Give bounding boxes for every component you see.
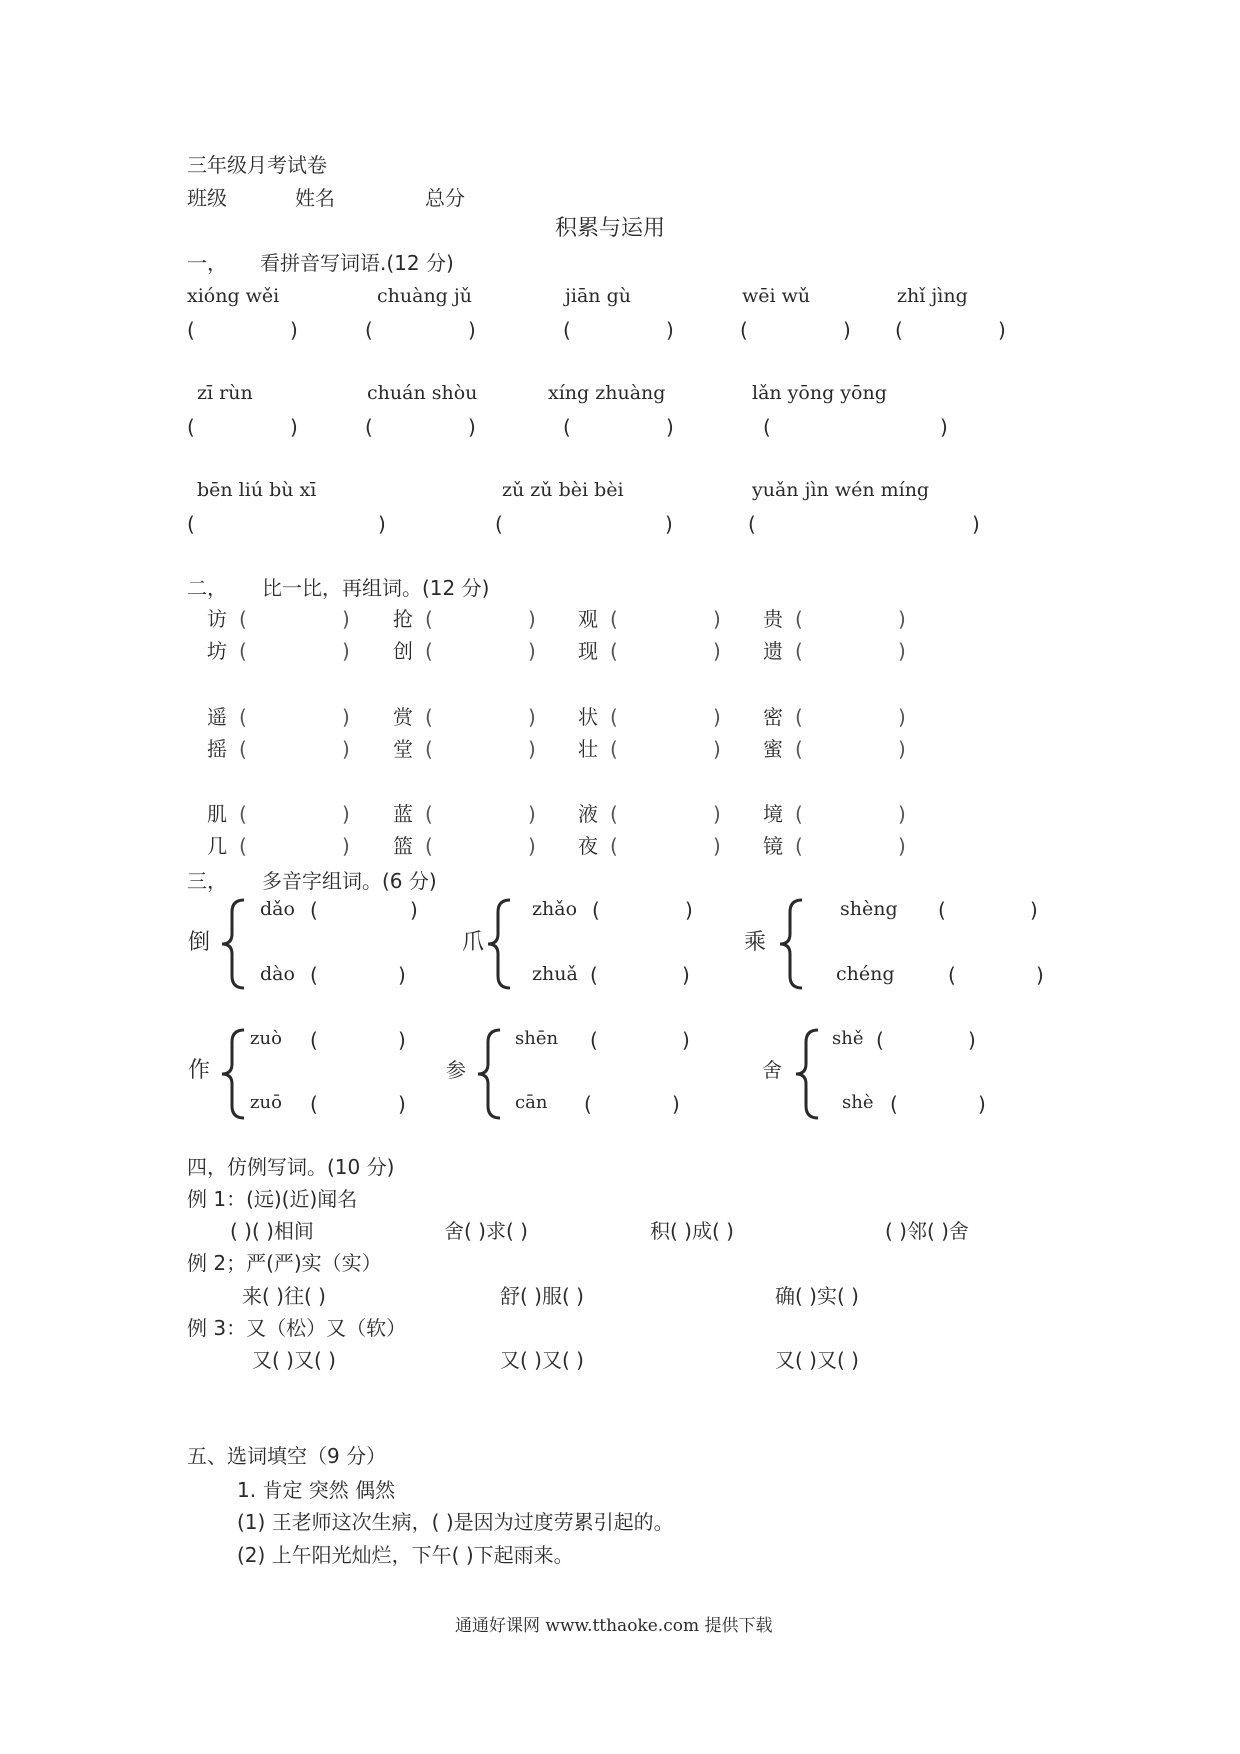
compare-char: 壮	[578, 737, 598, 761]
pinyin: lǎn yōng yōng	[752, 382, 887, 404]
answer-blank[interactable]: (	[610, 737, 618, 761]
polyphone-char: 作	[188, 1058, 211, 1083]
answer-blank[interactable]: (	[795, 639, 803, 663]
pinyin: chuán shòu	[367, 382, 478, 404]
answer-blank-end: )	[342, 705, 350, 729]
compare-char: 密	[763, 705, 783, 729]
answer-blank-end: )	[528, 802, 536, 826]
compare-char: 堂	[393, 737, 413, 761]
answer-blank[interactable]: (	[592, 898, 600, 922]
pinyin: zuō	[250, 1092, 282, 1113]
example-3: 例 3：又（松）又（软）	[187, 1316, 407, 1340]
answer-blank[interactable]: (	[890, 1092, 898, 1116]
brace-icon	[484, 898, 514, 990]
polyphone-char: 倒	[188, 930, 211, 955]
compare-char: 观	[578, 607, 598, 631]
fill-item[interactable]: ( )邻( )舍	[885, 1219, 969, 1243]
class-label: 班级	[187, 186, 227, 210]
answer-blank[interactable]: (	[795, 607, 803, 631]
pinyin: bēn liú bù xī	[197, 479, 317, 501]
answer-blank-end: )	[682, 963, 690, 987]
pinyin: zǔ zǔ bèi bèi	[502, 479, 624, 501]
answer-blank[interactable]: (	[590, 963, 598, 987]
q2-heading: 比一比，再组词。(12 分)	[262, 576, 490, 600]
answer-blank-end: )	[940, 415, 948, 439]
answer-blank[interactable]: (	[748, 512, 756, 536]
compare-char: 抢	[393, 607, 413, 631]
pinyin: cān	[515, 1092, 548, 1113]
answer-blank-end: )	[410, 898, 418, 922]
pinyin: dǎo	[260, 898, 295, 920]
word-choices: 1. 肯定 突然 偶然	[237, 1478, 396, 1502]
brace-icon	[792, 1028, 822, 1120]
compare-char: 访	[207, 607, 227, 631]
answer-blank[interactable]: (	[239, 834, 247, 858]
answer-blank-end: )	[528, 639, 536, 663]
answer-blank-end: )	[713, 705, 721, 729]
answer-blank[interactable]: (	[795, 705, 803, 729]
answer-blank-end: )	[398, 1092, 406, 1116]
answer-blank[interactable]: (	[610, 834, 618, 858]
answer-blank-end: )	[713, 737, 721, 761]
answer-blank[interactable]: (	[740, 318, 748, 342]
fill-item[interactable]: 又( )又( )	[252, 1348, 336, 1372]
answer-blank-end: )	[898, 834, 906, 858]
answer-blank[interactable]: (	[310, 1028, 318, 1052]
answer-blank-end: )	[898, 705, 906, 729]
answer-blank[interactable]: (	[610, 705, 618, 729]
answer-blank[interactable]: (	[365, 415, 373, 439]
exam-title: 三年级月考试卷	[187, 153, 327, 177]
answer-blank-end: )	[342, 834, 350, 858]
compare-char: 遥	[207, 705, 227, 729]
answer-blank-end: )	[998, 318, 1006, 342]
compare-char: 肌	[207, 802, 227, 826]
answer-blank[interactable]: (	[187, 318, 195, 342]
answer-blank[interactable]: (	[239, 802, 247, 826]
compare-char: 赏	[393, 705, 413, 729]
brace-icon	[776, 898, 806, 990]
answer-blank-end: )	[898, 607, 906, 631]
answer-blank[interactable]: (	[563, 415, 571, 439]
answer-blank-end: )	[672, 1092, 680, 1116]
sentence-2[interactable]: (2) 上午阳光灿烂，下午( )下起雨来。	[237, 1543, 574, 1567]
pinyin: shè	[842, 1092, 874, 1113]
answer-blank[interactable]: (	[795, 834, 803, 858]
pinyin: shě	[832, 1028, 864, 1049]
answer-blank[interactable]: (	[425, 607, 433, 631]
brace-icon	[218, 898, 248, 990]
fill-item[interactable]: 舍( )求( )	[444, 1219, 528, 1243]
q5-heading: 五、选词填空（9 分）	[187, 1444, 387, 1468]
compare-char: 液	[578, 802, 598, 826]
answer-blank-end: )	[898, 639, 906, 663]
score-label: 总分	[425, 186, 465, 210]
answer-blank[interactable]: (	[948, 963, 956, 987]
compare-char: 篮	[393, 834, 413, 858]
answer-blank-end: )	[898, 802, 906, 826]
q3-heading: 多音字组词。(6 分)	[262, 869, 437, 893]
answer-blank-end: )	[682, 1028, 690, 1052]
answer-blank-end: )	[972, 512, 980, 536]
answer-blank[interactable]: (	[310, 898, 318, 922]
compare-char: 现	[578, 639, 598, 663]
answer-blank-end: )	[665, 512, 673, 536]
pinyin: jiān gù	[565, 285, 631, 307]
answer-blank[interactable]: (	[425, 639, 433, 663]
pinyin: shēn	[515, 1028, 559, 1049]
answer-blank-end: )	[342, 737, 350, 761]
pinyin: zuò	[250, 1028, 282, 1049]
compare-char: 摇	[207, 737, 227, 761]
answer-blank-end: )	[342, 639, 350, 663]
pinyin: zhǎo	[532, 898, 578, 920]
answer-blank[interactable]: (	[425, 802, 433, 826]
pinyin: chuàng jǔ	[377, 285, 473, 307]
answer-blank-end: )	[685, 898, 693, 922]
pinyin: xíng zhuàng	[548, 382, 666, 404]
compare-char: 贵	[763, 607, 783, 631]
answer-blank-end: )	[398, 1028, 406, 1052]
compare-char: 遗	[763, 639, 783, 663]
brace-icon	[218, 1028, 248, 1120]
answer-blank[interactable]: (	[365, 318, 373, 342]
compare-char: 几	[207, 834, 227, 858]
compare-char: 夜	[578, 834, 598, 858]
answer-blank[interactable]: (	[876, 1028, 884, 1052]
answer-blank-end: )	[666, 318, 674, 342]
pinyin: zī rùn	[197, 382, 253, 404]
section-title: 积累与运用	[555, 216, 666, 241]
answer-blank-end: )	[713, 834, 721, 858]
answer-blank[interactable]: (	[590, 1028, 598, 1052]
example-2: 例 2；严(严)实（实）	[187, 1251, 382, 1275]
pinyin: chéng	[836, 963, 895, 985]
answer-blank[interactable]: (	[938, 898, 946, 922]
answer-blank[interactable]: (	[310, 963, 318, 987]
polyphone-char: 爪	[462, 930, 485, 955]
answer-blank-end: )	[898, 737, 906, 761]
answer-blank[interactable]: (	[425, 737, 433, 761]
answer-blank[interactable]: (	[239, 737, 247, 761]
answer-blank-end: )	[968, 1028, 976, 1052]
answer-blank[interactable]: (	[610, 639, 618, 663]
pinyin: xióng wěi	[187, 285, 280, 307]
answer-blank-end: )	[528, 834, 536, 858]
name-label: 姓名	[295, 186, 335, 210]
compare-char: 创	[393, 639, 413, 663]
answer-blank[interactable]: (	[425, 834, 433, 858]
pinyin: dào	[260, 963, 295, 985]
brace-icon	[474, 1028, 504, 1120]
answer-blank-end: )	[468, 318, 476, 342]
pinyin: yuǎn jìn wén míng	[752, 479, 930, 501]
compare-char: 蓝	[393, 802, 413, 826]
answer-blank[interactable]: (	[187, 512, 195, 536]
q3-number: 三，	[187, 869, 227, 893]
answer-blank-end: )	[1036, 963, 1044, 987]
answer-blank-end: )	[843, 318, 851, 342]
fill-item[interactable]: 来( )往( )	[242, 1284, 326, 1308]
q4-heading: 四，仿例写词。(10 分)	[187, 1155, 395, 1179]
answer-blank-end: )	[528, 705, 536, 729]
polyphone-char: 舍	[762, 1058, 782, 1082]
answer-blank-end: )	[528, 737, 536, 761]
q1-heading: 看拼音写词语.(12 分)	[260, 251, 454, 275]
sentence-1[interactable]: (1) 王老师这次生病，( )是因为过度劳累引起的。	[237, 1510, 674, 1534]
pinyin: zhǐ jìng	[897, 285, 968, 307]
answer-blank-end: )	[342, 607, 350, 631]
answer-blank-end: )	[978, 1092, 986, 1116]
answer-blank[interactable]: (	[763, 415, 771, 439]
q2-number: 二，	[187, 576, 227, 600]
answer-blank-end: )	[713, 639, 721, 663]
compare-char: 镜	[763, 834, 783, 858]
compare-char: 蜜	[763, 737, 783, 761]
answer-blank[interactable]: (	[610, 607, 618, 631]
answer-blank-end: )	[713, 802, 721, 826]
answer-blank-end: )	[1030, 898, 1038, 922]
answer-blank[interactable]: (	[584, 1092, 592, 1116]
answer-blank[interactable]: (	[239, 705, 247, 729]
answer-blank[interactable]: (	[563, 318, 571, 342]
answer-blank-end: )	[342, 802, 350, 826]
answer-blank[interactable]: (	[239, 607, 247, 631]
answer-blank[interactable]: (	[795, 802, 803, 826]
pinyin: wēi wǔ	[742, 285, 811, 307]
fill-item[interactable]: 舒( )服( )	[500, 1284, 584, 1308]
answer-blank[interactable]: (	[187, 415, 195, 439]
q1-number: 一，	[187, 251, 227, 275]
fill-item[interactable]: 积( )成( )	[650, 1219, 734, 1243]
polyphone-char: 参	[446, 1058, 466, 1082]
answer-blank-end: )	[398, 963, 406, 987]
footer-text: 通通好课网 www.tthaoke.com 提供下载	[455, 1616, 773, 1636]
answer-blank-end: )	[378, 512, 386, 536]
answer-blank[interactable]: (	[310, 1092, 318, 1116]
compare-char: 境	[763, 802, 783, 826]
answer-blank-end: )	[713, 607, 721, 631]
fill-item[interactable]: ( )( )相间	[230, 1219, 314, 1243]
example-1: 例 1：(远)(近)闻名	[187, 1187, 358, 1211]
compare-char: 状	[578, 705, 598, 729]
fill-item[interactable]: 确( )实( )	[775, 1284, 859, 1308]
pinyin: shèng	[840, 898, 898, 920]
answer-blank[interactable]: (	[895, 318, 903, 342]
answer-blank[interactable]: (	[795, 737, 803, 761]
fill-item[interactable]: 又( )又( )	[775, 1348, 859, 1372]
answer-blank-end: )	[290, 318, 298, 342]
answer-blank-end: )	[468, 415, 476, 439]
compare-char: 坊	[207, 639, 227, 663]
answer-blank[interactable]: (	[239, 639, 247, 663]
fill-item[interactable]: 又( )又( )	[500, 1348, 584, 1372]
answer-blank[interactable]: (	[425, 705, 433, 729]
pinyin: zhuǎ	[532, 963, 578, 985]
answer-blank-end: )	[666, 415, 674, 439]
answer-blank[interactable]: (	[610, 802, 618, 826]
answer-blank[interactable]: (	[495, 512, 503, 536]
answer-blank-end: )	[528, 607, 536, 631]
answer-blank-end: )	[290, 415, 298, 439]
polyphone-char: 乘	[744, 930, 767, 955]
